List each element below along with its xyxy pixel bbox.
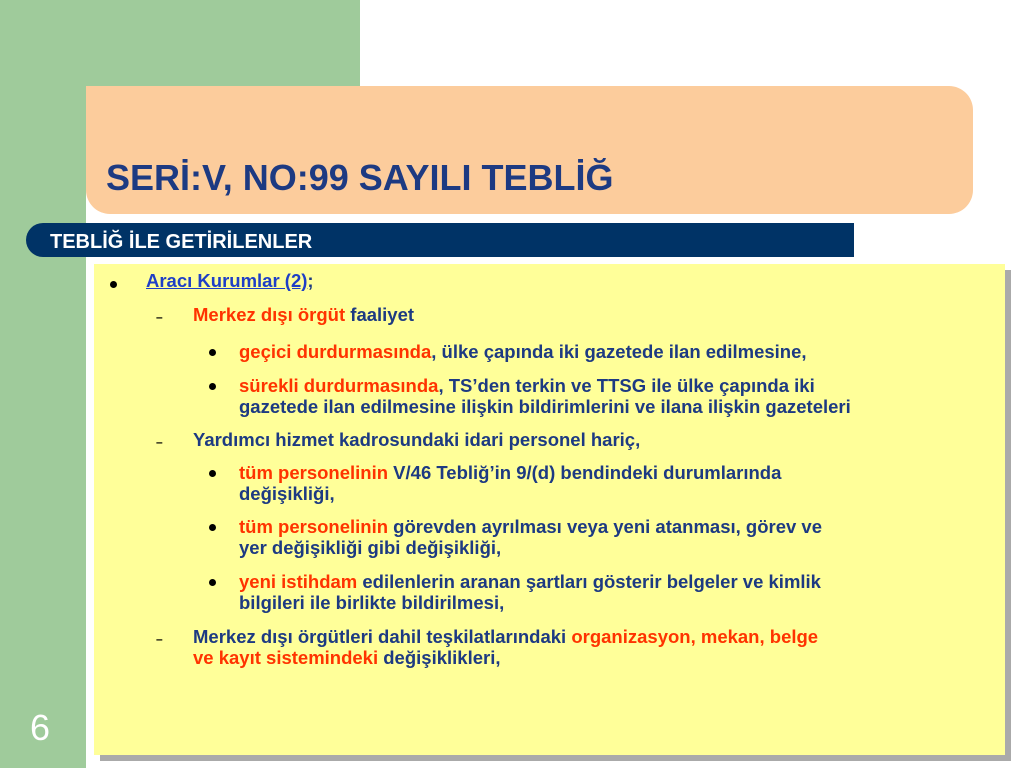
left-green-band [0, 0, 86, 768]
list-item-yeni-istihdam: yeni istihdam edilenlerin aranan şartları gösterir belgeler ve kimlik [239, 571, 821, 592]
bullet-dot [209, 579, 216, 586]
list-item-tum-personel-2-line2: yer değişikliği gibi değişikliği, [239, 537, 502, 558]
list-item-gecici: geçici durdurmasında, ülke çapında iki gazetede ilan edilmesine, [239, 341, 807, 362]
subtitle-bar [26, 223, 854, 257]
list-item-tum-personel-1: tüm personelinin V/46 Tebliğ’in 9/(d) bendindeki durumlarında [239, 462, 782, 483]
list-item-merkez-disi: Merkez dışı örgüt faaliyet [193, 304, 415, 325]
list-item-teskilat-line2: ve kayıt sistemindeki değişiklikleri, [193, 647, 501, 668]
dash-marker: – [156, 632, 163, 646]
bullet-dot [209, 349, 216, 356]
list-item-tum-personel-2: tüm personelinin görevden ayrılması veya yeni atanması, görev ve [239, 516, 822, 537]
list-item-araci-kurumlar: Aracı Kurumlar (2); [146, 270, 314, 291]
slide-title: SERİ:V, NO:99 SAYILI TEBLİĞ [106, 157, 614, 198]
list-item-yeni-istihdam-line2: bilgileri ile birlikte bildirilmesi, [239, 592, 505, 613]
list-item-tum-personel-1-line2: değişikliği, [239, 483, 335, 504]
list-item-yardimci: Yardımcı hizmet kadrosundaki idari personel hariç, [193, 429, 641, 450]
dash-marker: – [156, 435, 163, 449]
list-item-teskilat: Merkez dışı örgütleri dahil teşkilatlarındaki organizasyon, mekan, belge [193, 626, 819, 647]
top-green-band [0, 0, 360, 86]
araci-kurumlar-link[interactable]: Aracı Kurumlar (2) [146, 270, 308, 291]
slide-number: 6 [30, 707, 51, 748]
bullet-dot [209, 383, 216, 390]
title-box [86, 86, 973, 214]
bullet-dot [110, 281, 117, 288]
bullet-dot [209, 470, 216, 477]
list-item-surekli-line2: gazetede ilan edilmesine ilişkin bildirimlerini ve ilana ilişkin gazeteleri [239, 396, 851, 417]
dash-marker: – [156, 310, 163, 324]
content-box [94, 264, 1005, 755]
subtitle-text: TEBLİĞ İLE GETİRİLENLER [50, 231, 313, 253]
list-item-surekli: sürekli durdurmasında, TS’den terkin ve TTSG ile ülke çapında iki [239, 375, 815, 396]
bullet-dot [209, 524, 216, 531]
